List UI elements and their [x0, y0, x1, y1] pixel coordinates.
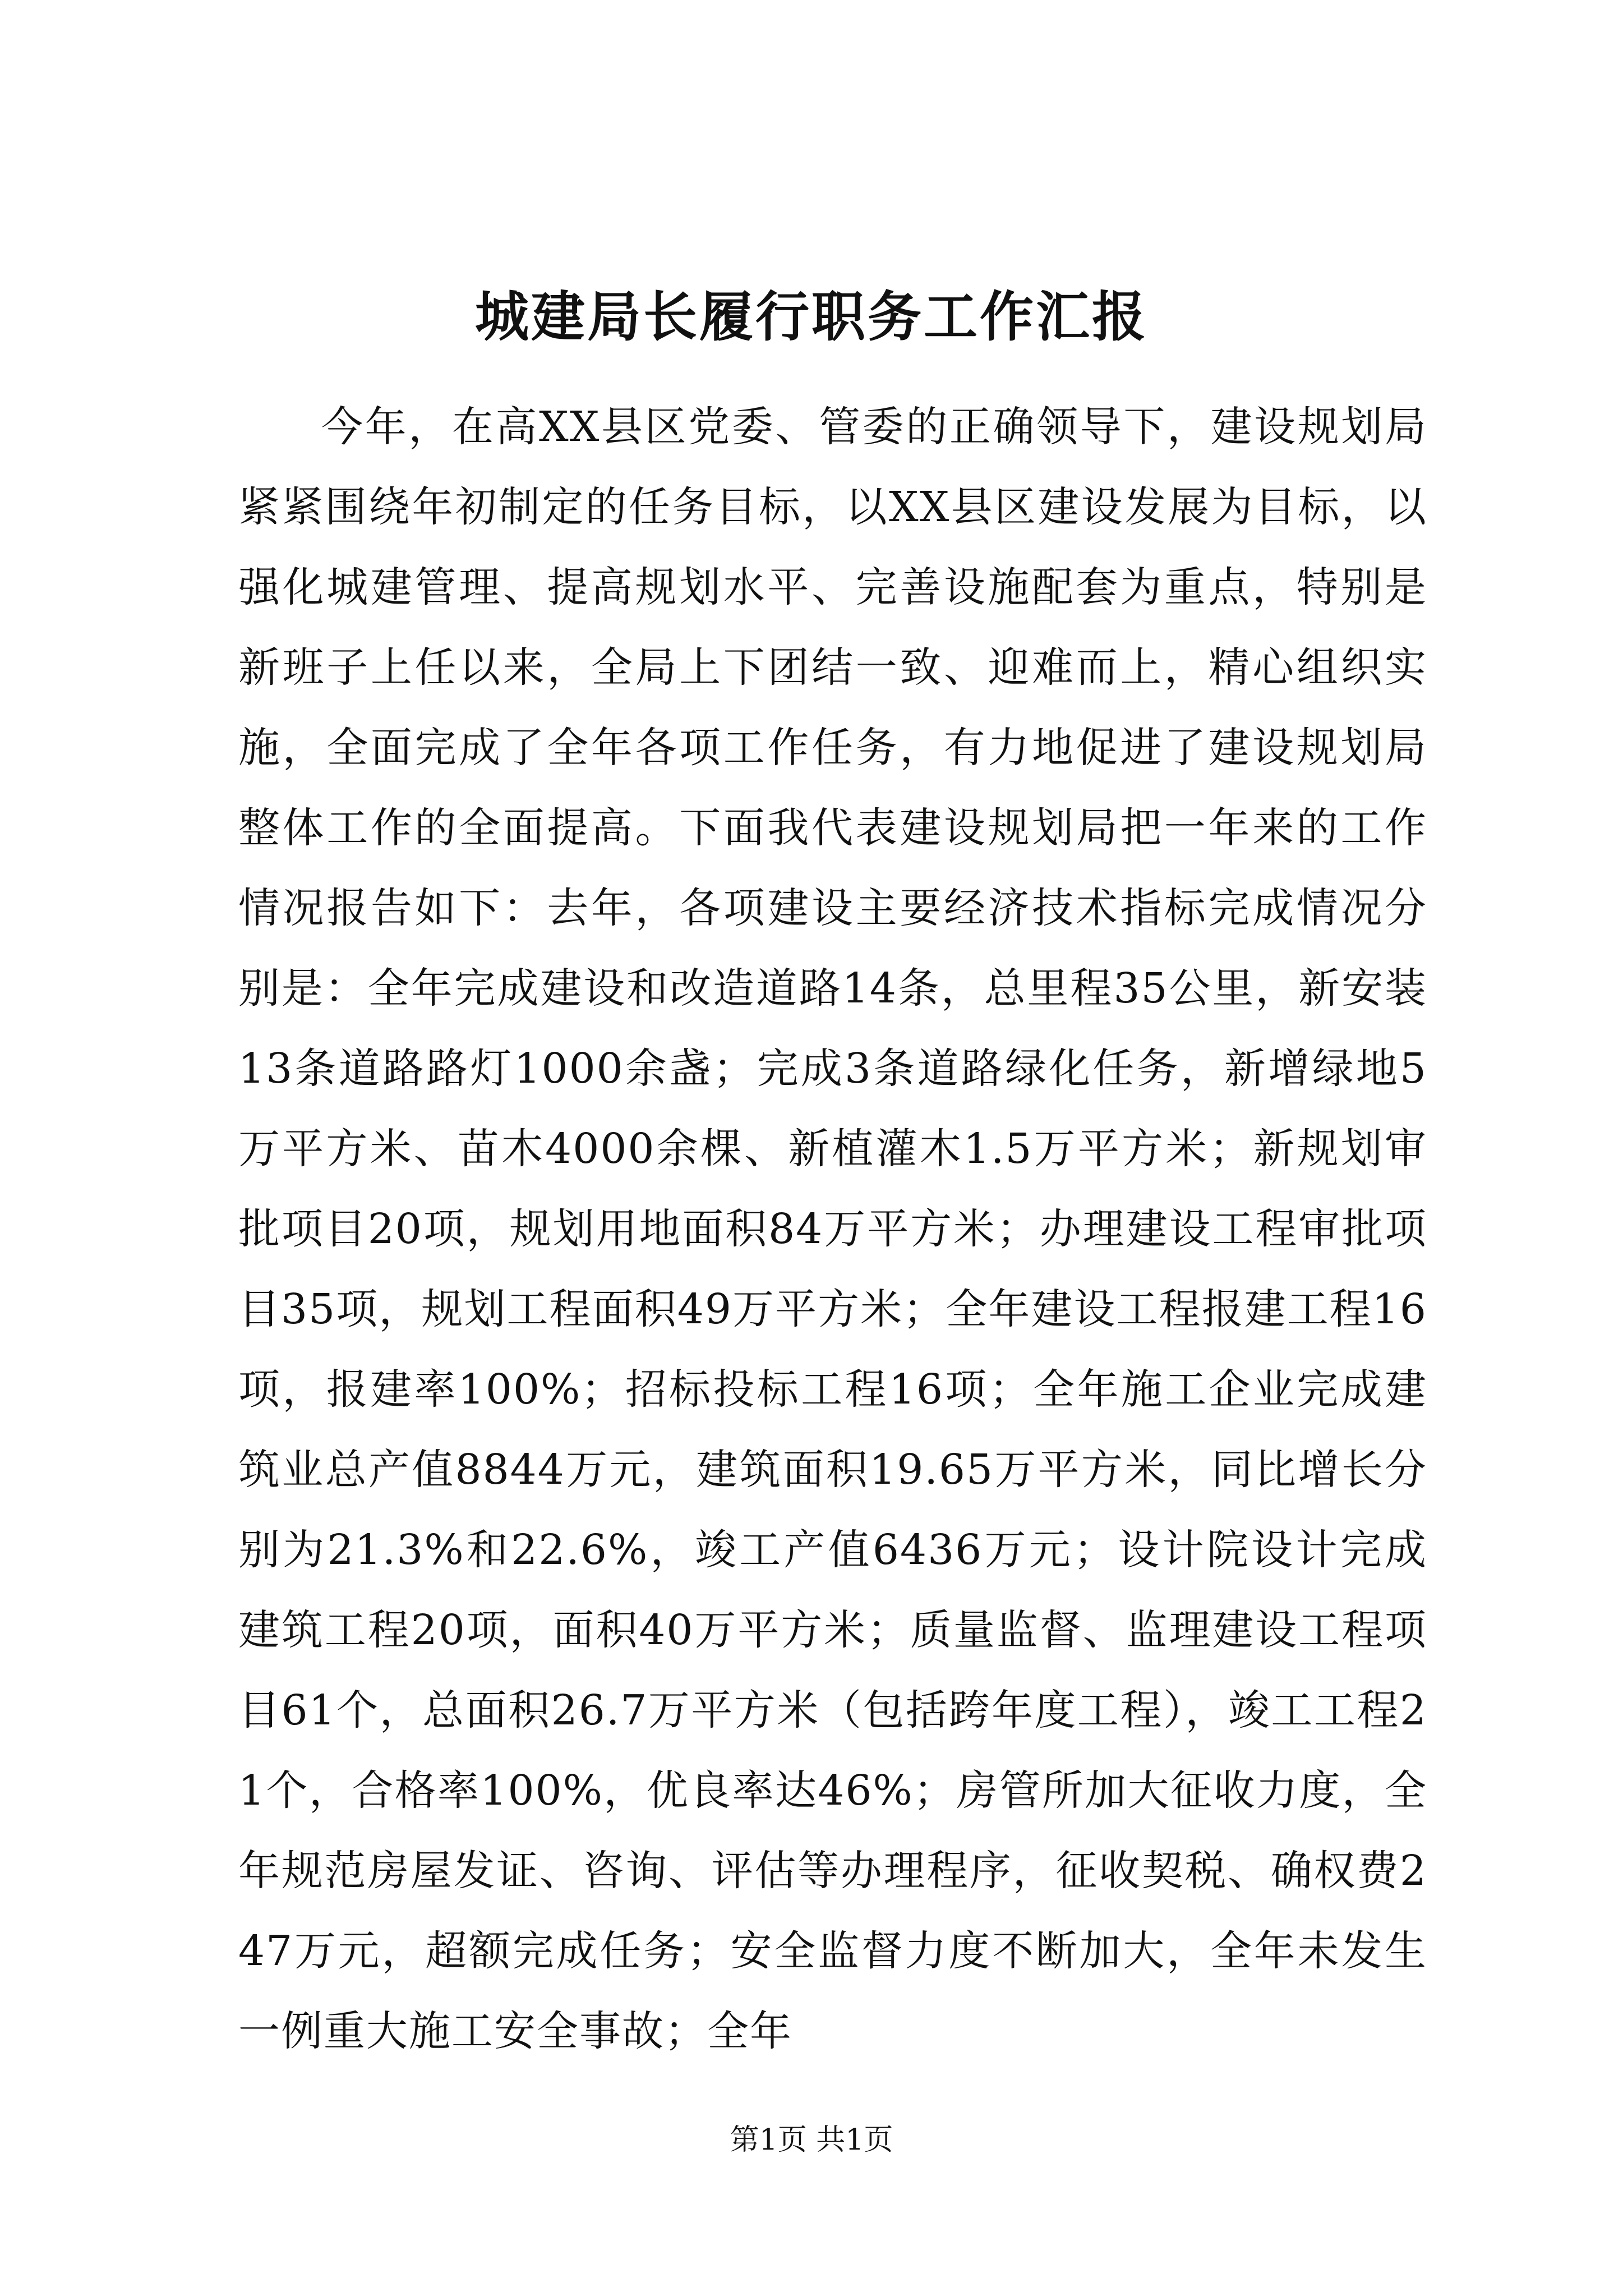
- document-body-paragraph: 今年，在高XX县区党委、管委的正确领导下，建设规划局紧紧围绕年初制定的任务目标，以XX县区建设发展为目标，以强化城建管理、提高规划水平、完善设施配套为重点，特别是新班子上任以来，全局上下团结一致、迎难而上，精心组织实施，全面完成了全年各项工作任务，有力地促进了建设规划局整体工作的全面提高。下面我代表建设规划局把一年来的工作情况报告如下：去年，各项建设主要经济技术指标完成情况分别是：全年完成建设和改造道路14条，总里程35公里，新安装13条道路路灯1000余盏；完成3条道路绿化任务，新增绿地5万平方米、苗木4000余棵、新植灌木1.5万平方米；新规划审批项目20项，规划用地面积84万平方米；办理建设工程审批项目35项，规划工程面积49万平方米；全年建设工程报建工程16项，报建率100%；招标投标工程16项；全年施工企业完成建筑业总产值8844万元，建筑面积19.65万平方米，同比增长分别为21.3%和22.6%，竣工产值6436万元；设计院设计完成建筑工程20项，面积40万平方米；质量监督、监理建设工程项目61个，总面积26.7万平方米（包括跨年度工程），竣工工程21个，合格率100%，优良率达46%；房管所加大征收力度，全年规范房屋发证、咨询、评估等办理程序，征收契税、确权费247万元，超额完成任务；安全监督力度不断加大，全年未发生一例重大施工安全事故；全年: [238, 403, 1427, 2055]
- document-title: 城建局长履行职务工作汇报: [475, 285, 1148, 348]
- page-number-footer: 第1页 共1页: [730, 2123, 893, 2157]
